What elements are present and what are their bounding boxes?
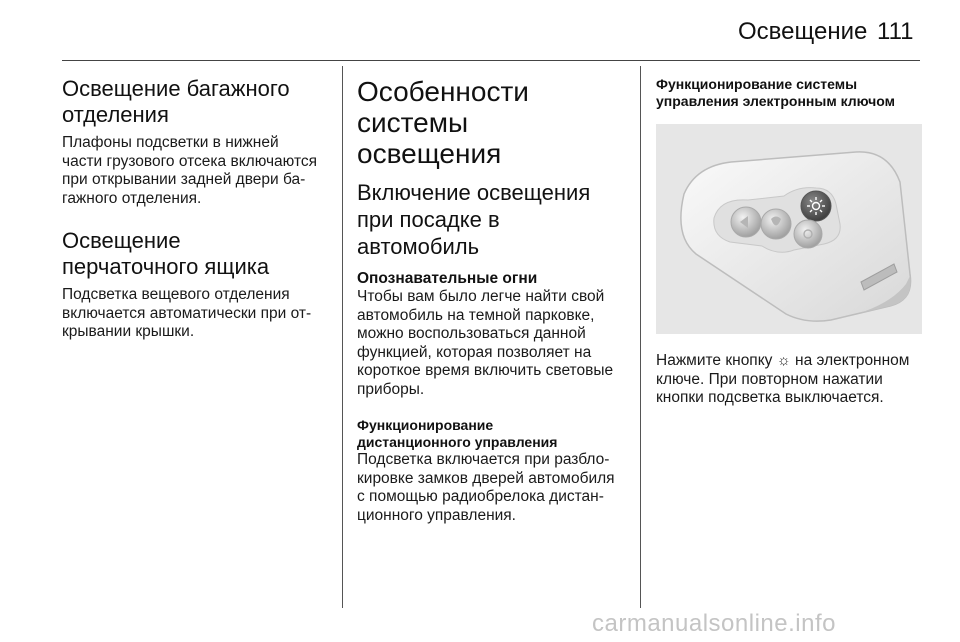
- glovebox-lighting-text: [62, 286, 334, 342]
- text-line: кировке замков дверей автомобиля: [357, 469, 615, 487]
- text-line: ключе. При повторном нажатии: [656, 370, 883, 388]
- column-1: [62, 76, 334, 342]
- page-header: [0, 0, 960, 62]
- text-line: Чтобы вам было легче найти свой: [357, 288, 605, 305]
- text-line: части грузового отсека включаются: [62, 152, 318, 170]
- text-fragment: на электронном: [795, 352, 910, 369]
- text-line: Подсветка вещевого отделения: [62, 286, 290, 303]
- page-number: 111: [877, 18, 914, 45]
- subsection-title: [357, 179, 627, 260]
- title-line: Освещение багажного: [62, 76, 290, 101]
- title-line: Освещение: [62, 228, 181, 253]
- title-line: отделения: [62, 102, 169, 127]
- watermark: carmanualsonline.info: [592, 610, 836, 637]
- text-line: с помощью радиобрелока дистан-: [357, 488, 604, 505]
- title-line: освещения: [357, 138, 502, 169]
- column-2: [357, 76, 627, 525]
- heading-line: дистанционного управления: [357, 434, 558, 450]
- text-line-with-icon: [656, 352, 926, 371]
- trunk-lighting-text: [62, 134, 334, 208]
- heading-line: Функционирование: [357, 417, 494, 433]
- text-fragment: Нажмите кнопку: [656, 352, 773, 369]
- text-line: при открывании задней двери ба-: [62, 171, 306, 188]
- text-line: крывании крышки.: [62, 323, 195, 340]
- heading-remote-control: [357, 417, 627, 451]
- heading-electronic-key: [656, 76, 926, 110]
- electronic-key-text: [656, 352, 926, 408]
- section-title-trunk-lighting: [62, 76, 334, 128]
- locator-lights-text: [357, 288, 627, 399]
- text-line: включается автоматически при от-: [62, 304, 312, 322]
- column-3: [656, 76, 926, 408]
- text-line: функцией, которая позволяет на: [357, 343, 592, 361]
- text-line: Плафоны подсветки в нижней: [62, 134, 279, 151]
- text-line: короткое время включить световые: [357, 362, 614, 379]
- text-line: можно воспользоваться данной: [357, 325, 586, 342]
- column-divider-2: [640, 66, 641, 608]
- text-line: автомобиль на темной парковке,: [357, 306, 595, 324]
- key-card-drawing: [656, 124, 922, 334]
- heading-line: управления электронным ключом: [656, 93, 895, 109]
- title-line: Включение освещения: [357, 180, 591, 205]
- chapter-title: [357, 76, 627, 169]
- text-line: кнопки подсветка выключается.: [656, 389, 884, 406]
- header-divider: [62, 60, 920, 61]
- section-title-glovebox-lighting: [62, 228, 334, 280]
- running-title: Освещение: [738, 18, 868, 45]
- title-line: автомобиль: [357, 234, 480, 259]
- heading-line: Функционирование системы: [656, 76, 858, 92]
- text-line: ционного управления.: [357, 506, 516, 524]
- remote-control-text: [357, 451, 627, 525]
- text-line: приборы.: [357, 380, 425, 398]
- heading-locator-lights: Опознавательные огни: [357, 270, 538, 287]
- text-line: гажного отделения.: [62, 189, 202, 207]
- column-divider-1: [342, 66, 343, 608]
- electronic-key-illustration: [656, 124, 922, 334]
- text-line: Подсветка включается при разбло-: [357, 451, 610, 468]
- title-line: перчаточного ящика: [62, 254, 270, 279]
- light-button-icon: ☼: [776, 352, 791, 369]
- title-line: при посадке в: [357, 207, 500, 232]
- title-line: Особенности системы: [357, 76, 529, 138]
